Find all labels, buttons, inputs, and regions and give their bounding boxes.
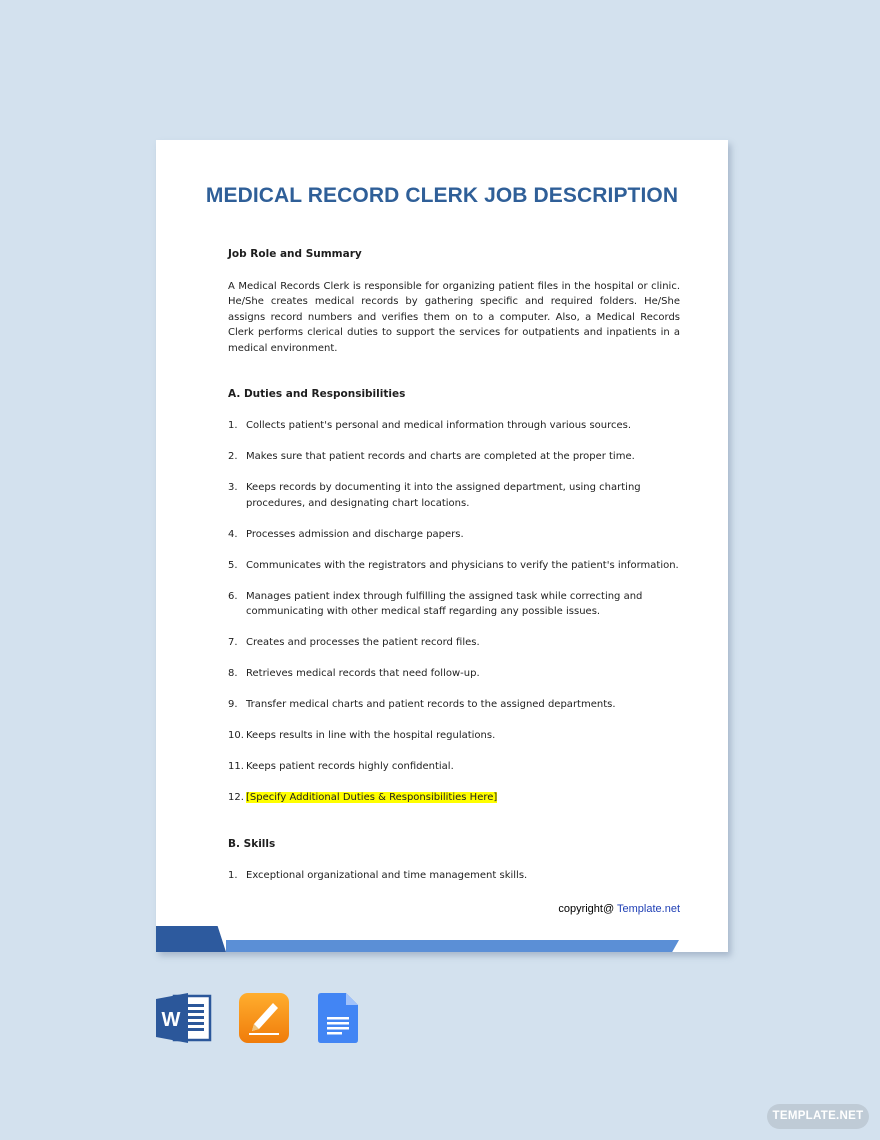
list-item [228,666,680,682]
document-content [228,247,680,883]
duties-heading: A. Duties and Responsibilities [228,388,406,400]
summary-paragraph: A Medical Records Clerk is responsible for organizing patient files in the hospital or clinic. He/She creates medical records by gathering specific and required folders. He/She assigns record numbers and verifies them on to a computer. Also, a Medical Records Clerk performs clerical duties to support the services for outpatients and inpatients in a medical environment. [228,280,680,354]
list-text: Transfer medical charts and patient records to the assigned departments. [246,699,616,710]
list-number: 11. [228,761,244,772]
footer-band-dark [156,926,226,952]
list-number: 12. [228,792,244,803]
list-number: 3. [228,482,238,493]
list-text: Keeps results in line with the hospital regulations. [246,730,496,741]
list-item [228,558,680,574]
copyright-link[interactable]: Template.net [617,903,680,915]
placeholder-highlight: [Specify Additional Duties & Responsibilities Here] [246,792,498,803]
list-text: Retrieves medical records that need follow-up. [246,668,480,679]
list-text: Processes admission and discharge papers. [246,528,464,540]
document-title: MEDICAL RECORD CLERK JOB DESCRIPTION [205,184,679,207]
list-text: Collects patient's personal and medical information through various sources. [246,420,632,431]
list-item [228,635,680,651]
list-number: 9. [228,699,238,710]
list-item [228,449,680,465]
footer-band-light [226,940,679,952]
list-text: Keeps records by documenting it into the assigned department, using charting procedures, and designating chart locations. [246,482,641,509]
list-number: 4. [228,528,238,540]
summary-heading: Job Role and Summary [228,248,362,260]
list-text: Manages patient index through fulfilling the assigned task while correcting and communicating with other medical staff regarding any possible issues. [246,590,643,617]
copyright-prefix: copyright@ [558,903,618,915]
list-number: 2. [228,451,238,462]
list-text: Makes sure that patient records and charts are completed at the proper time. [246,451,635,462]
list-item [228,790,680,806]
copyright-notice [558,903,680,915]
list-number: 7. [228,637,238,648]
google-docs-icon[interactable] [318,993,358,1043]
list-number: 1. [228,420,238,431]
list-number: 10. [228,730,244,741]
list-item [228,480,680,511]
template-net-badge[interactable]: TEMPLATE.NET [767,1104,869,1129]
list-item [228,418,680,434]
skills-list [228,868,680,884]
list-text: Exceptional organizational and time management skills. [246,869,528,881]
list-item [228,868,680,884]
word-icon[interactable] [156,993,212,1043]
list-number: 8. [228,668,238,679]
list-item [228,697,680,713]
svg-text:W: W [161,1009,181,1031]
list-item [228,527,680,543]
list-number: 1. [228,869,238,881]
list-text: Creates and processes the patient record files. [246,637,480,648]
document-page [156,140,728,952]
list-number: 5. [228,559,238,571]
duties-list [228,418,680,806]
list-number: 6. [228,590,238,602]
pages-icon[interactable] [239,993,289,1043]
list-text: Communicates with the registrators and physicians to verify the patient's information. [246,559,679,571]
skills-heading: B. Skills [228,837,276,850]
list-item [228,759,680,775]
list-text: Keeps patient records highly confidential. [246,761,454,772]
list-item [228,728,680,744]
list-item [228,589,680,620]
